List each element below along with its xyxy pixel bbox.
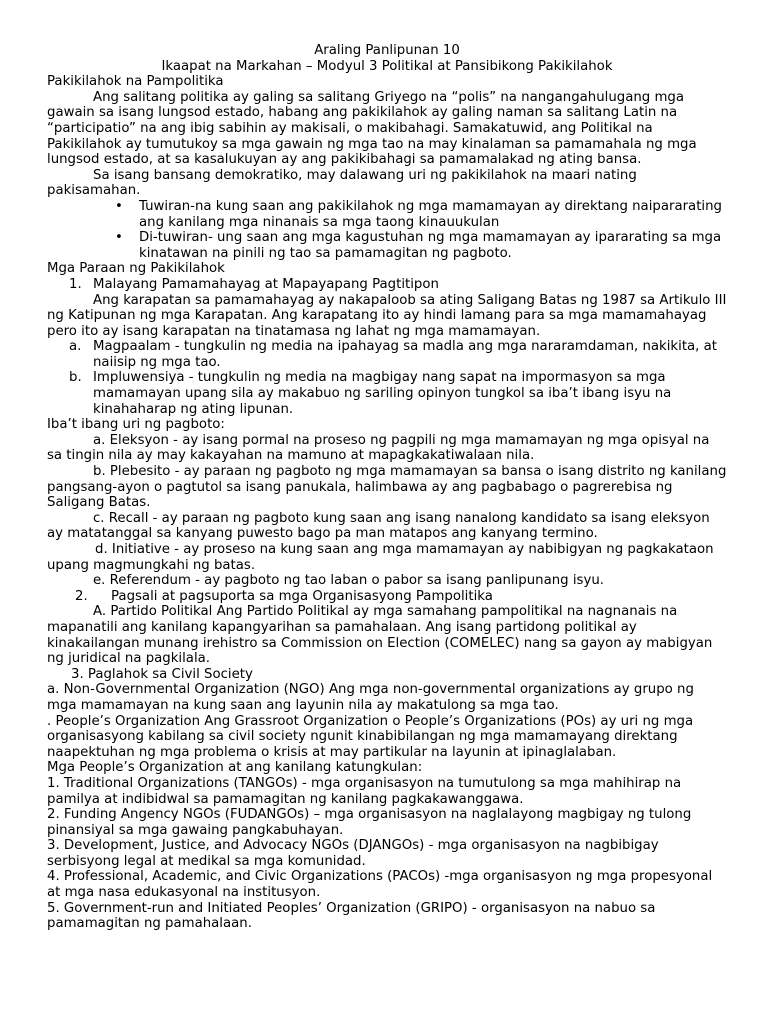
paragraph: b. Plebesito - ay paraan ng pagboto ng mga mamamayan sa bansa o isang distrito ng kanilang pangsang-ayon o pagtutol sa isang panukala, halimbawa ay ang pagbabago o pagrerebisa ng Saligang Batas. [47,464,727,511]
list-item: 1. Traditional Organizations (TANGOs) - mga organisasyon na tumutulong sa mga mahihirap na pamilya at indibidwal sa pamamagitan ng kanilang pagkakawanggawa. [47,775,682,807]
item-title: 3. Paglahok sa Civil Society [71,666,253,682]
paragraph: . People’s Organization Ang Grassroot Organization o People’s Organizations (POs) ay uri ng mga organisasyong kabilang sa civil society ngunit kinabibilangan ng mga mamamayang direktang naapektuhan ng mga problema o krisis at may partikular na layunin at ipinaglalaban. [47,713,694,760]
paragraph: c. Recall - ay paraan ng pagboto kung saan ang isang nanalong kandidato sa isang eleksyon ay matatanggal sa kanyang puwesto bago pa man matapos ang kanyang termino. [47,510,710,542]
item-title: Pagsali at pagsuporta sa mga Organisasyong Pampolitika [111,588,493,604]
sub-item-text: Magpaalam - tungkulin ng media na ipahayag sa madla ang mga nararamdaman, nakikita, at naiisip ng mga tao. [93,339,717,370]
item-number: 1. [69,276,82,292]
list-item [47,199,727,230]
doc-subtitle: Ikaapat na Markahan – Modyul 3 Politikal at Pansibikong Pakikilahok [161,58,613,74]
section-heading: Iba’t ibang uri ng pagboto: [47,417,225,433]
paragraph: A. Partido Politikal Ang Partido Politikal ay mga samahang pampolitikal na nagnanais na mapanatili ang kanilang kapangyarihan sa pamahalaan. Ang isang partidong politikal ay kinakailangan munang irehistro sa Commission on Election (COMELEC) nang sa gayon ay mabigyan ng juridical na pagkilala. [47,604,713,667]
sub-item [47,370,727,417]
list-item: 4. Professional, Academic, and Civic Organizations (PACOs) -mga organisasyon ng mga propesyonal at mga nasa edukasyonal na institusyon. [47,869,713,901]
list-item [47,230,727,261]
sub-item-mark: a. [69,339,82,355]
bullet-icon: • [115,230,123,246]
document-body [47,43,727,932]
list-item: 3. Development, Justice, and Advocacy NGOs (DJANGOs) - mga organisasyon na nagbibigay serbisyong legal at medikal sa mga komunidad. [47,838,659,869]
paragraph: Ang salitang politika ay galing sa salitang Griyego na “polis” na nangangahulugang mga gawain sa isang lungsod estado, habang ang pakikilahok ay galing naman sa salitang Latin na “participatio” na ang ibig sabihin ay makisali, o makibahagi. Samakatuwid, ang Politikal na Pakikilahok ay tumutukoy sa mga gawain ng mga tao na may kinalaman sa pamamahala ng mga lungsod estado, at sa kasalukuyan ay ang pakikibahagi sa pamamalakad ng ating bansa. [47,89,697,168]
bullet-list [47,199,727,261]
sub-item-mark: b. [69,370,82,386]
paragraph: a. Non-Governmental Organization (NGO) Ang mga non-governmental organizations ay grupo ng mga mamamayan na kung saan ang layunin nila ay makatulong sa mga tao. [47,682,694,713]
bullet-icon: • [115,198,123,214]
paragraph: a. Eleksyon - ay isang pormal na proseso ng pagpili ng mga mamamayan ng mga opisyal na sa tingin nila ay may kakayahan na mamuno at mapagkakatiwalaan nila. [47,432,710,464]
section-heading: Pakikilahok na Pampolitika [47,74,224,90]
section-heading: Mga Paraan ng Pakikilahok [47,261,225,277]
paragraph: d. Initiative - ay proseso na kung saan ang mga mamamayan ay nabibigyan ng pagkakataon upang magmungkahi ng batas. [47,542,714,573]
numbered-item [47,589,727,605]
paragraph: Ang karapatan sa pamamahayag ay nakapaloob sa ating Saligang Batas ng 1987 sa Artikulo III ng Katipunan ng mga Karapatan. Ang karapatang ito ay hindi lamang para sa mga mamamahayag pero ito ay isang karapatan na tinatamasa ng lahat ng mga mamamayan. [47,292,727,339]
item-title: Malayang Pamamahayag at Mapayapang Pagtitipon [93,276,439,292]
doc-title: Araling Panlipunan 10 [314,43,460,58]
list-item: 2. Funding Angency NGOs (FUDANGOs) – mga organisasyon na naglalayong magbigay ng tulong pinansiyal sa mga gawaing pangkabuhayan. [47,807,692,838]
section-heading: Mga People’s Organization at ang kanilang katungkulan: [47,760,423,776]
list-item-text: Tuwiran-na kung saan ang pakikilahok ng mga mamamayan ay direktang naipararating ang kanilang mga ninanais sa mga taong kinauukulan [139,198,722,230]
numbered-item [47,277,727,293]
sub-item [47,339,727,370]
list-item: 5. Government-run and Initiated Peoples’ Organization (GRIPO) - organisasyon na nabuo sa pamamagitan ng pamahalaan. [47,900,656,932]
paragraph: Sa isang bansang demokratiko, may dalawang uri ng pakikilahok na maari nating pakisamahan. [47,167,637,199]
list-item-text: Di-tuwiran- ung saan ang mga kagustuhan ng mga mamamayan ay ipararating sa mga kinatawan na pinili ng tao sa pamamagitan ng pagboto. [139,230,722,261]
sub-item-text: Impluwensiya - tungkulin ng media na magbigay nang sapat na impormasyon sa mga mamamayan upang sila ay makabuo ng sariling opinyon tungkol sa iba’t ibang isyu na kinahaharap ng ating lipunan. [93,370,672,417]
item-number: 2. [75,588,88,604]
paragraph: e. Referendum - ay pagboto ng tao laban o pabor sa isang panlipunang isyu. [93,573,604,589]
